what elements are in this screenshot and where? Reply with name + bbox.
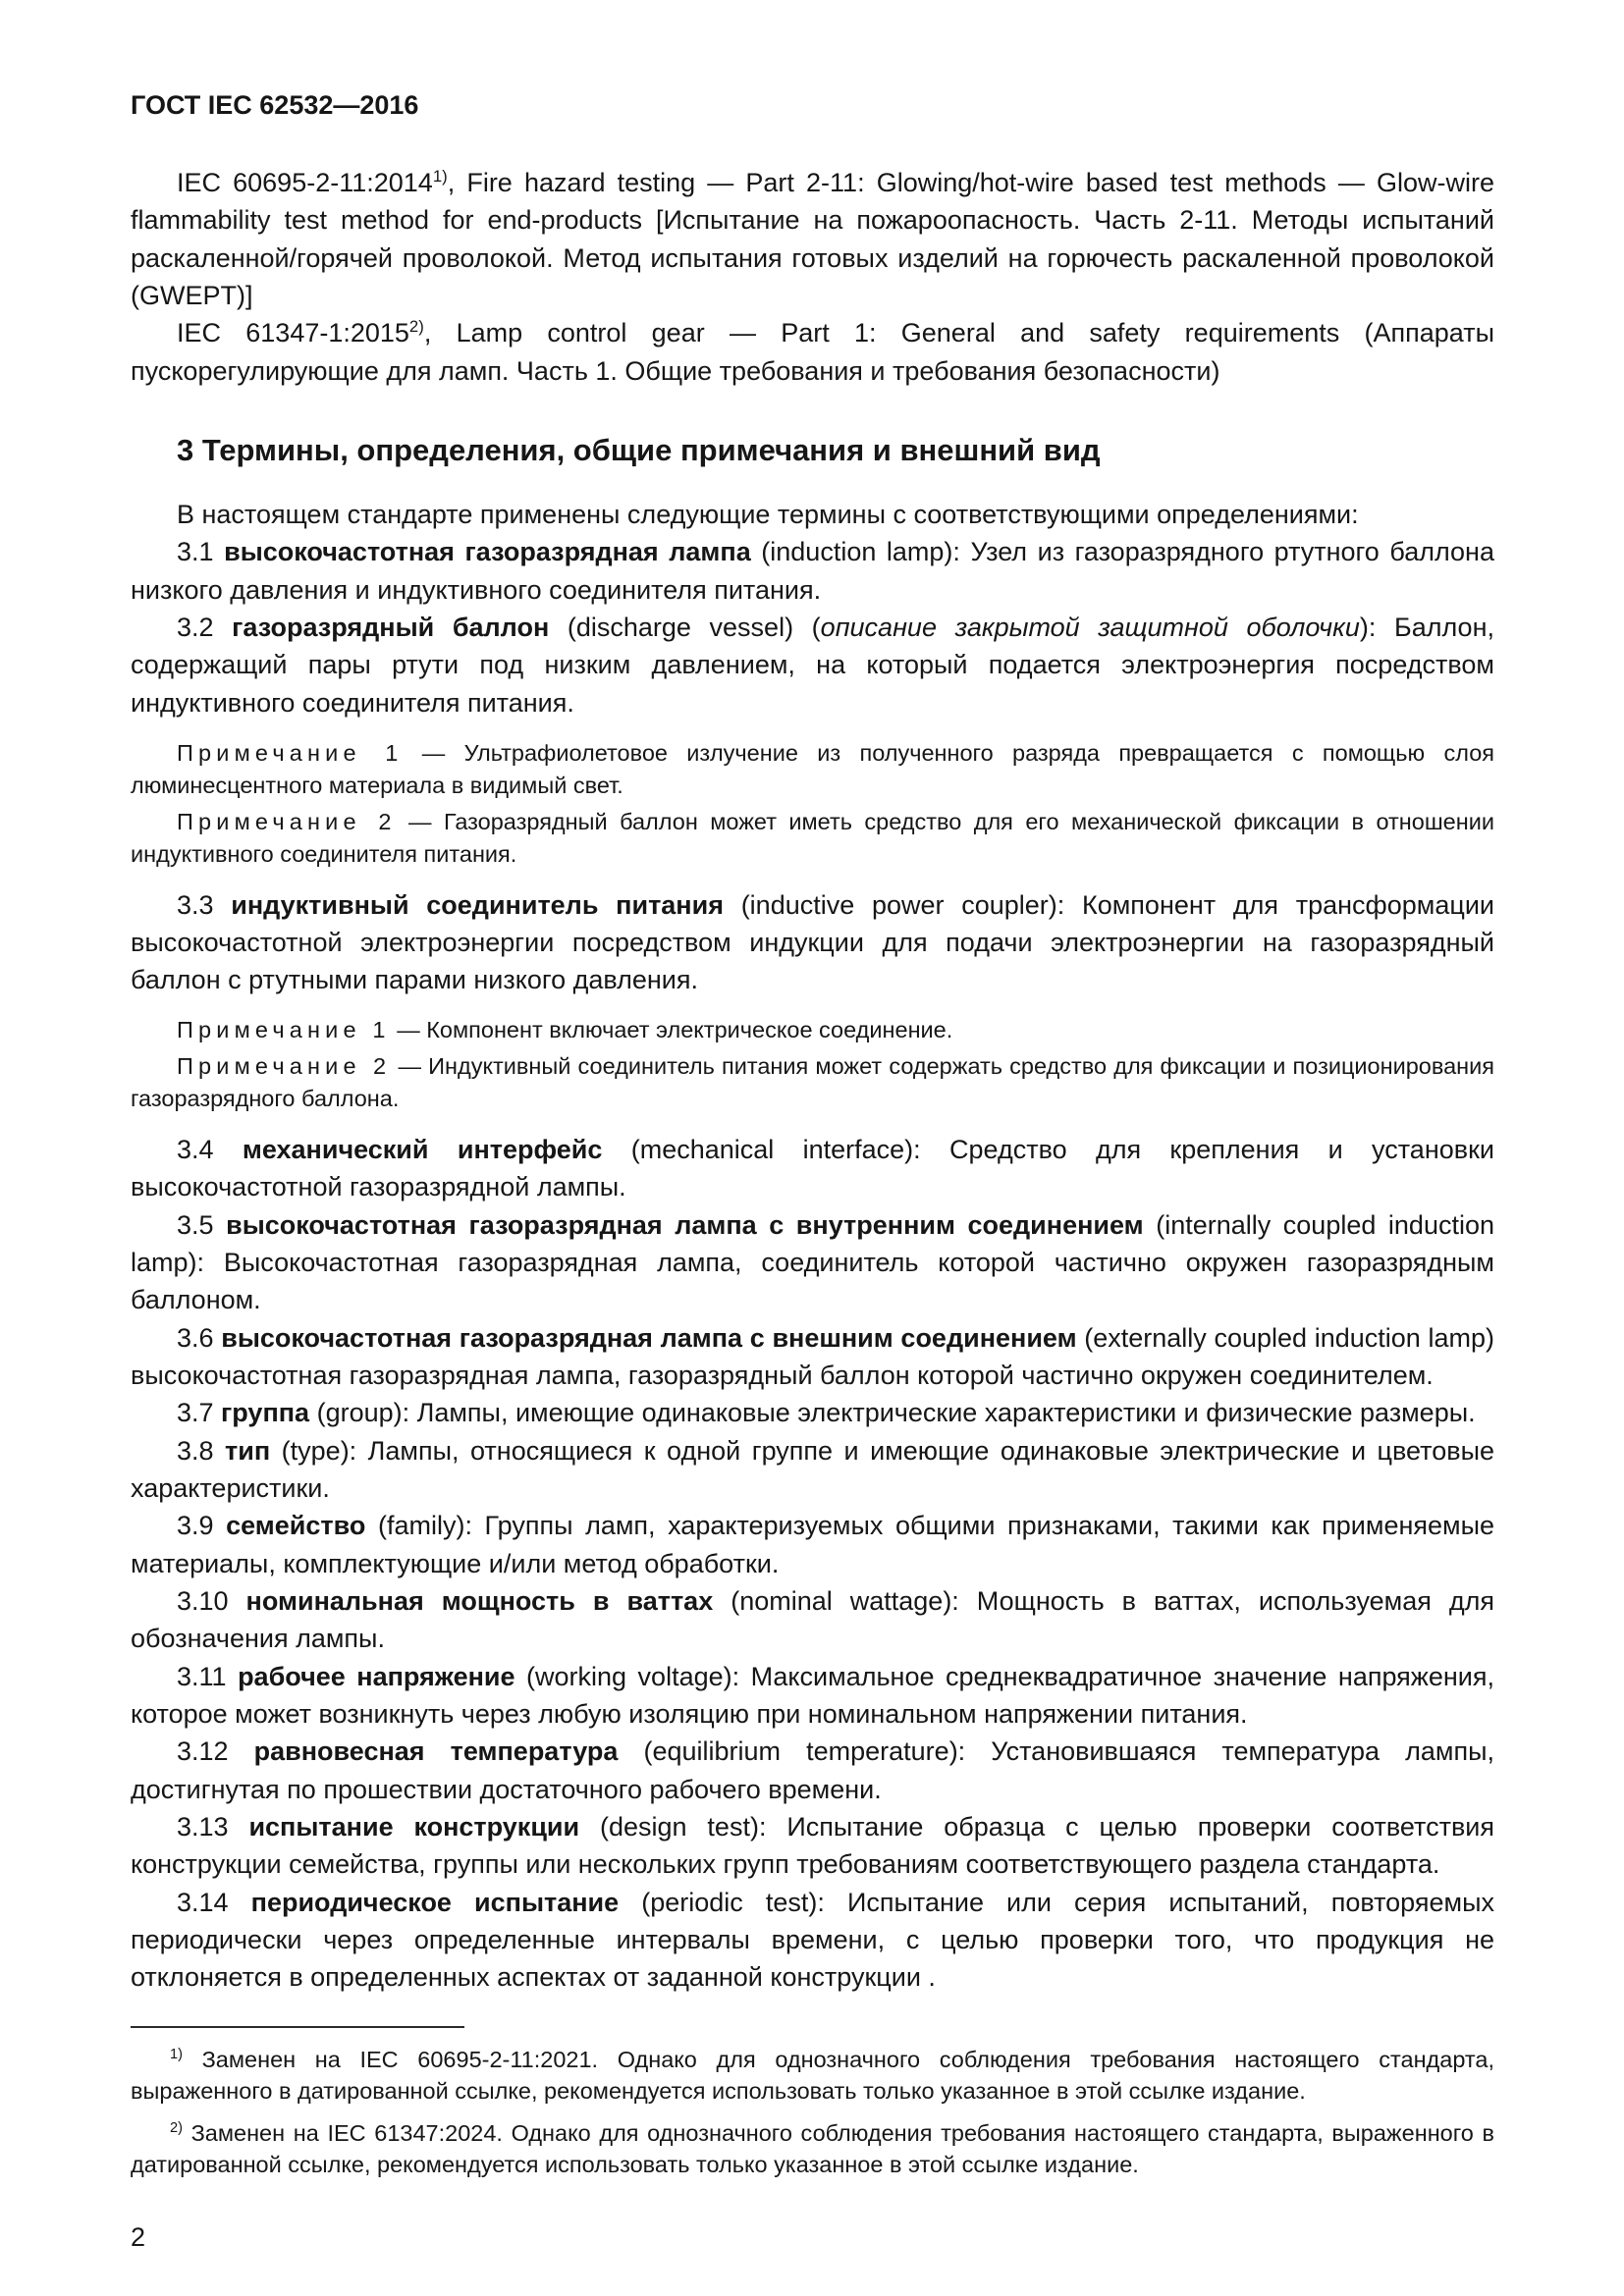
footnote-text: Заменен на IEC 61347:2024. Однако для однозначного соблюдения требования настоящего стандарта, выраженного в датированной ссылке, рекомендуется использовать только указанное в этой ссылке издание. — [131, 2119, 1494, 2177]
text-segment: (equilibrium temperature): Установившаяся температура лампы, достигнутая по прошествии достаточного рабочего времени. — [131, 1736, 1494, 1804]
body-paragraph — [131, 1206, 1494, 1319]
text-segment: 3.4 — [177, 1135, 243, 1165]
text-segment: — Компонент включает электрическое соединение. — [390, 1017, 953, 1043]
text-segment: 3.3 — [177, 889, 232, 920]
text-segment: (induction lamp): Узел из газоразрядного ртутного баллона низкого давления и индуктивного соединителя питания. — [131, 537, 1494, 605]
text-segment: номинальная мощность в ваттах — [245, 1586, 714, 1617]
text-segment: Примечание 1 — [177, 739, 404, 766]
body-paragraph — [131, 496, 1494, 533]
text-segment: Примечание 2 — [177, 808, 397, 834]
body-paragraph — [131, 533, 1494, 609]
footnote-separator — [131, 2026, 464, 2028]
body-paragraph — [131, 314, 1494, 390]
body-paragraph — [131, 1582, 1494, 1658]
text-segment: семейство — [226, 1511, 366, 1541]
body-paragraph — [131, 1319, 1494, 1395]
text-segment: Примечание 1 — [177, 1017, 391, 1043]
footnote-marker: 1) — [170, 2046, 183, 2062]
text-segment: 3.5 — [177, 1209, 227, 1240]
text-segment: 3.14 — [177, 1887, 251, 1917]
text-segment: группа — [221, 1398, 310, 1428]
footnote-marker: 2) — [170, 2119, 183, 2136]
text-segment: 3.11 — [177, 1661, 239, 1691]
text-segment: (nominal wattage): Мощность в ваттах, используемая для обозначения лампы. — [131, 1586, 1494, 1654]
text-segment: , Lamp control gear — Part 1: General and safety requirements (Аппараты пускорегулирующие для ламп. Часть 1. Общие требования и требования безопасности) — [131, 318, 1494, 386]
text-segment: 3.13 — [177, 1812, 249, 1842]
text-segment: (working voltage): Максимальное среднеквадратичное значение напряжения, которое может возникнуть через любую изоляцию при номинальном напряжении питания. — [131, 1661, 1494, 1730]
note-paragraph — [131, 1050, 1494, 1115]
text-segment: — Ультрафиолетовое излучение из полученного разряда превращается с помощью слоя люминесцентного материала в видимый свет. — [131, 739, 1494, 798]
text-segment: , Fire hazard testing — Part 2-11: Glowing/hot-wire based test methods — Glow-wire flammability test method for end-products [Испытание на пожароопасность. Часть 2-11. Методы испытаний раскаленной/горячей проволокой. Метод испытания готовых изделий на горючесть раскаленной проволокой (GWEPT)] — [131, 168, 1495, 310]
text-segment: — Газоразрядный баллон может иметь средство для его механической фиксации в отношении индуктивного соединителя питания. — [131, 808, 1494, 867]
body-paragraph — [131, 1658, 1494, 1734]
text-segment: (type): Лампы, относящиеся к одной группе и имеющие одинаковые электрические и цветовые характеристики. — [131, 1435, 1494, 1504]
body-paragraph — [131, 886, 1494, 999]
body-paragraph — [131, 1884, 1494, 1997]
body-paragraph — [131, 609, 1494, 721]
text-segment: (mechanical interface): Средство для крепления и установки высокочастотной газоразрядной лампы. — [131, 1135, 1494, 1202]
text-segment: (internally coupled induction lamp): Высокочастотная газоразрядная лампа, соединитель которой частично окружен газоразрядным баллоном. — [131, 1209, 1494, 1315]
text-segment: описание закрытой защитной оболочки — [820, 612, 1360, 642]
text-segment: газоразрядный баллон — [232, 612, 550, 642]
section-heading: 3 Термины, определения, общие примечания и внешний вид — [177, 432, 1101, 467]
text-segment: 3.9 — [177, 1511, 227, 1541]
text-segment: высокочастотная газоразрядная лампа с внешним соединением — [221, 1322, 1077, 1353]
note-paragraph — [131, 1014, 1494, 1046]
text-segment: высокочастотная газоразрядная лампа — [224, 537, 751, 567]
text-segment: тип — [225, 1435, 271, 1466]
body-paragraph — [131, 1432, 1494, 1508]
document-header-title: ГОСТ IEC 62532—2016 — [131, 90, 419, 120]
body-paragraph — [131, 1808, 1494, 1884]
text-segment: 3.12 — [177, 1736, 254, 1767]
body-paragraph — [131, 1394, 1494, 1431]
text-segment: IEC 61347-1:2015 — [177, 318, 409, 348]
note-paragraph — [131, 737, 1494, 802]
footnote-ref: 1) — [432, 167, 448, 186]
text-segment: ): Баллон, содержащий пары ртути под низким давлением, на который подается электроэнергия посредством индуктивного соединителя питания. — [131, 612, 1494, 718]
text-segment: Примечание 2 — [177, 1053, 392, 1080]
document-body — [131, 164, 1494, 1997]
text-segment: (inductive power coupler): Компонент для трансформации высокочастотной электроэнергии посредством индукции для подачи электроэнергии на газоразрядный баллон с ртутными парами низкого давления. — [131, 889, 1494, 995]
text-segment: (design test): Испытание образца с целью проверки соответствия конструкции семейства, группы или нескольких групп требованиям соответствующего раздела стандарта. — [131, 1812, 1494, 1880]
text-segment: 3.6 — [177, 1322, 222, 1353]
text-segment: периодическое испытание — [250, 1887, 620, 1917]
page-number: 2 — [131, 2222, 146, 2252]
footnotes-section — [131, 2044, 1494, 2181]
text-segment: 3.7 — [177, 1398, 222, 1428]
body-paragraph — [131, 1131, 1494, 1206]
text-segment: (group): Лампы, имеющие одинаковые электрические характеристики и физические размеры. — [309, 1398, 1476, 1428]
body-paragraph — [131, 164, 1494, 314]
footnote — [131, 2044, 1494, 2108]
text-segment: В настоящем стандарте применены следующие термины с соответствующими определениями: — [177, 499, 1359, 529]
text-segment: 3.1 — [177, 537, 225, 567]
text-segment: IEC 60695-2-11:2014 — [177, 168, 433, 197]
text-segment: рабочее напряжение — [238, 1661, 515, 1691]
body-paragraph — [131, 1733, 1494, 1808]
text-segment: равновесная температура — [253, 1736, 619, 1767]
footnote-text: Заменен на IEC 60695-2-11:2021. Однако для однозначного соблюдения требования настоящего стандарта, выраженного в датированной ссылке, рекомендуется использовать только указанное в этой ссылке издание. — [131, 2046, 1494, 2105]
text-segment: механический интерфейс — [242, 1135, 603, 1165]
text-segment: (family): Группы ламп, характеризуемых общими признаками, такими как применяемые материалы, комплектующие и/или метод обработки. — [131, 1511, 1494, 1578]
note-paragraph — [131, 806, 1494, 871]
text-segment: (discharge vessel) ( — [549, 612, 821, 642]
text-segment: 3.8 — [177, 1435, 226, 1466]
body-paragraph — [131, 1507, 1494, 1582]
text-segment: — Индуктивный соединитель питания может содержать средство для фиксации и позиционирования газоразрядного баллона. — [131, 1053, 1494, 1112]
footnote — [131, 2117, 1494, 2181]
text-segment: индуктивный соединитель питания — [231, 889, 724, 920]
text-segment: высокочастотная газоразрядная лампа с внутренним соединением — [226, 1209, 1144, 1240]
text-segment: (periodic test): Испытание или серия испытаний, повторяемых периодически через определенные интервалы времени, с целью проверки того, что продукция не отклоняется в определенных аспектах от заданной конструкции . — [131, 1887, 1494, 1993]
footnote-ref: 2) — [408, 317, 424, 337]
text-segment: 3.10 — [177, 1586, 246, 1617]
text-segment: испытание конструкции — [248, 1812, 580, 1842]
text-segment: (externally coupled induction lamp) высокочастотная газоразрядная лампа, газоразрядный баллон которой частично окружен соединителем. — [131, 1322, 1494, 1391]
text-segment: 3.2 — [177, 612, 233, 642]
